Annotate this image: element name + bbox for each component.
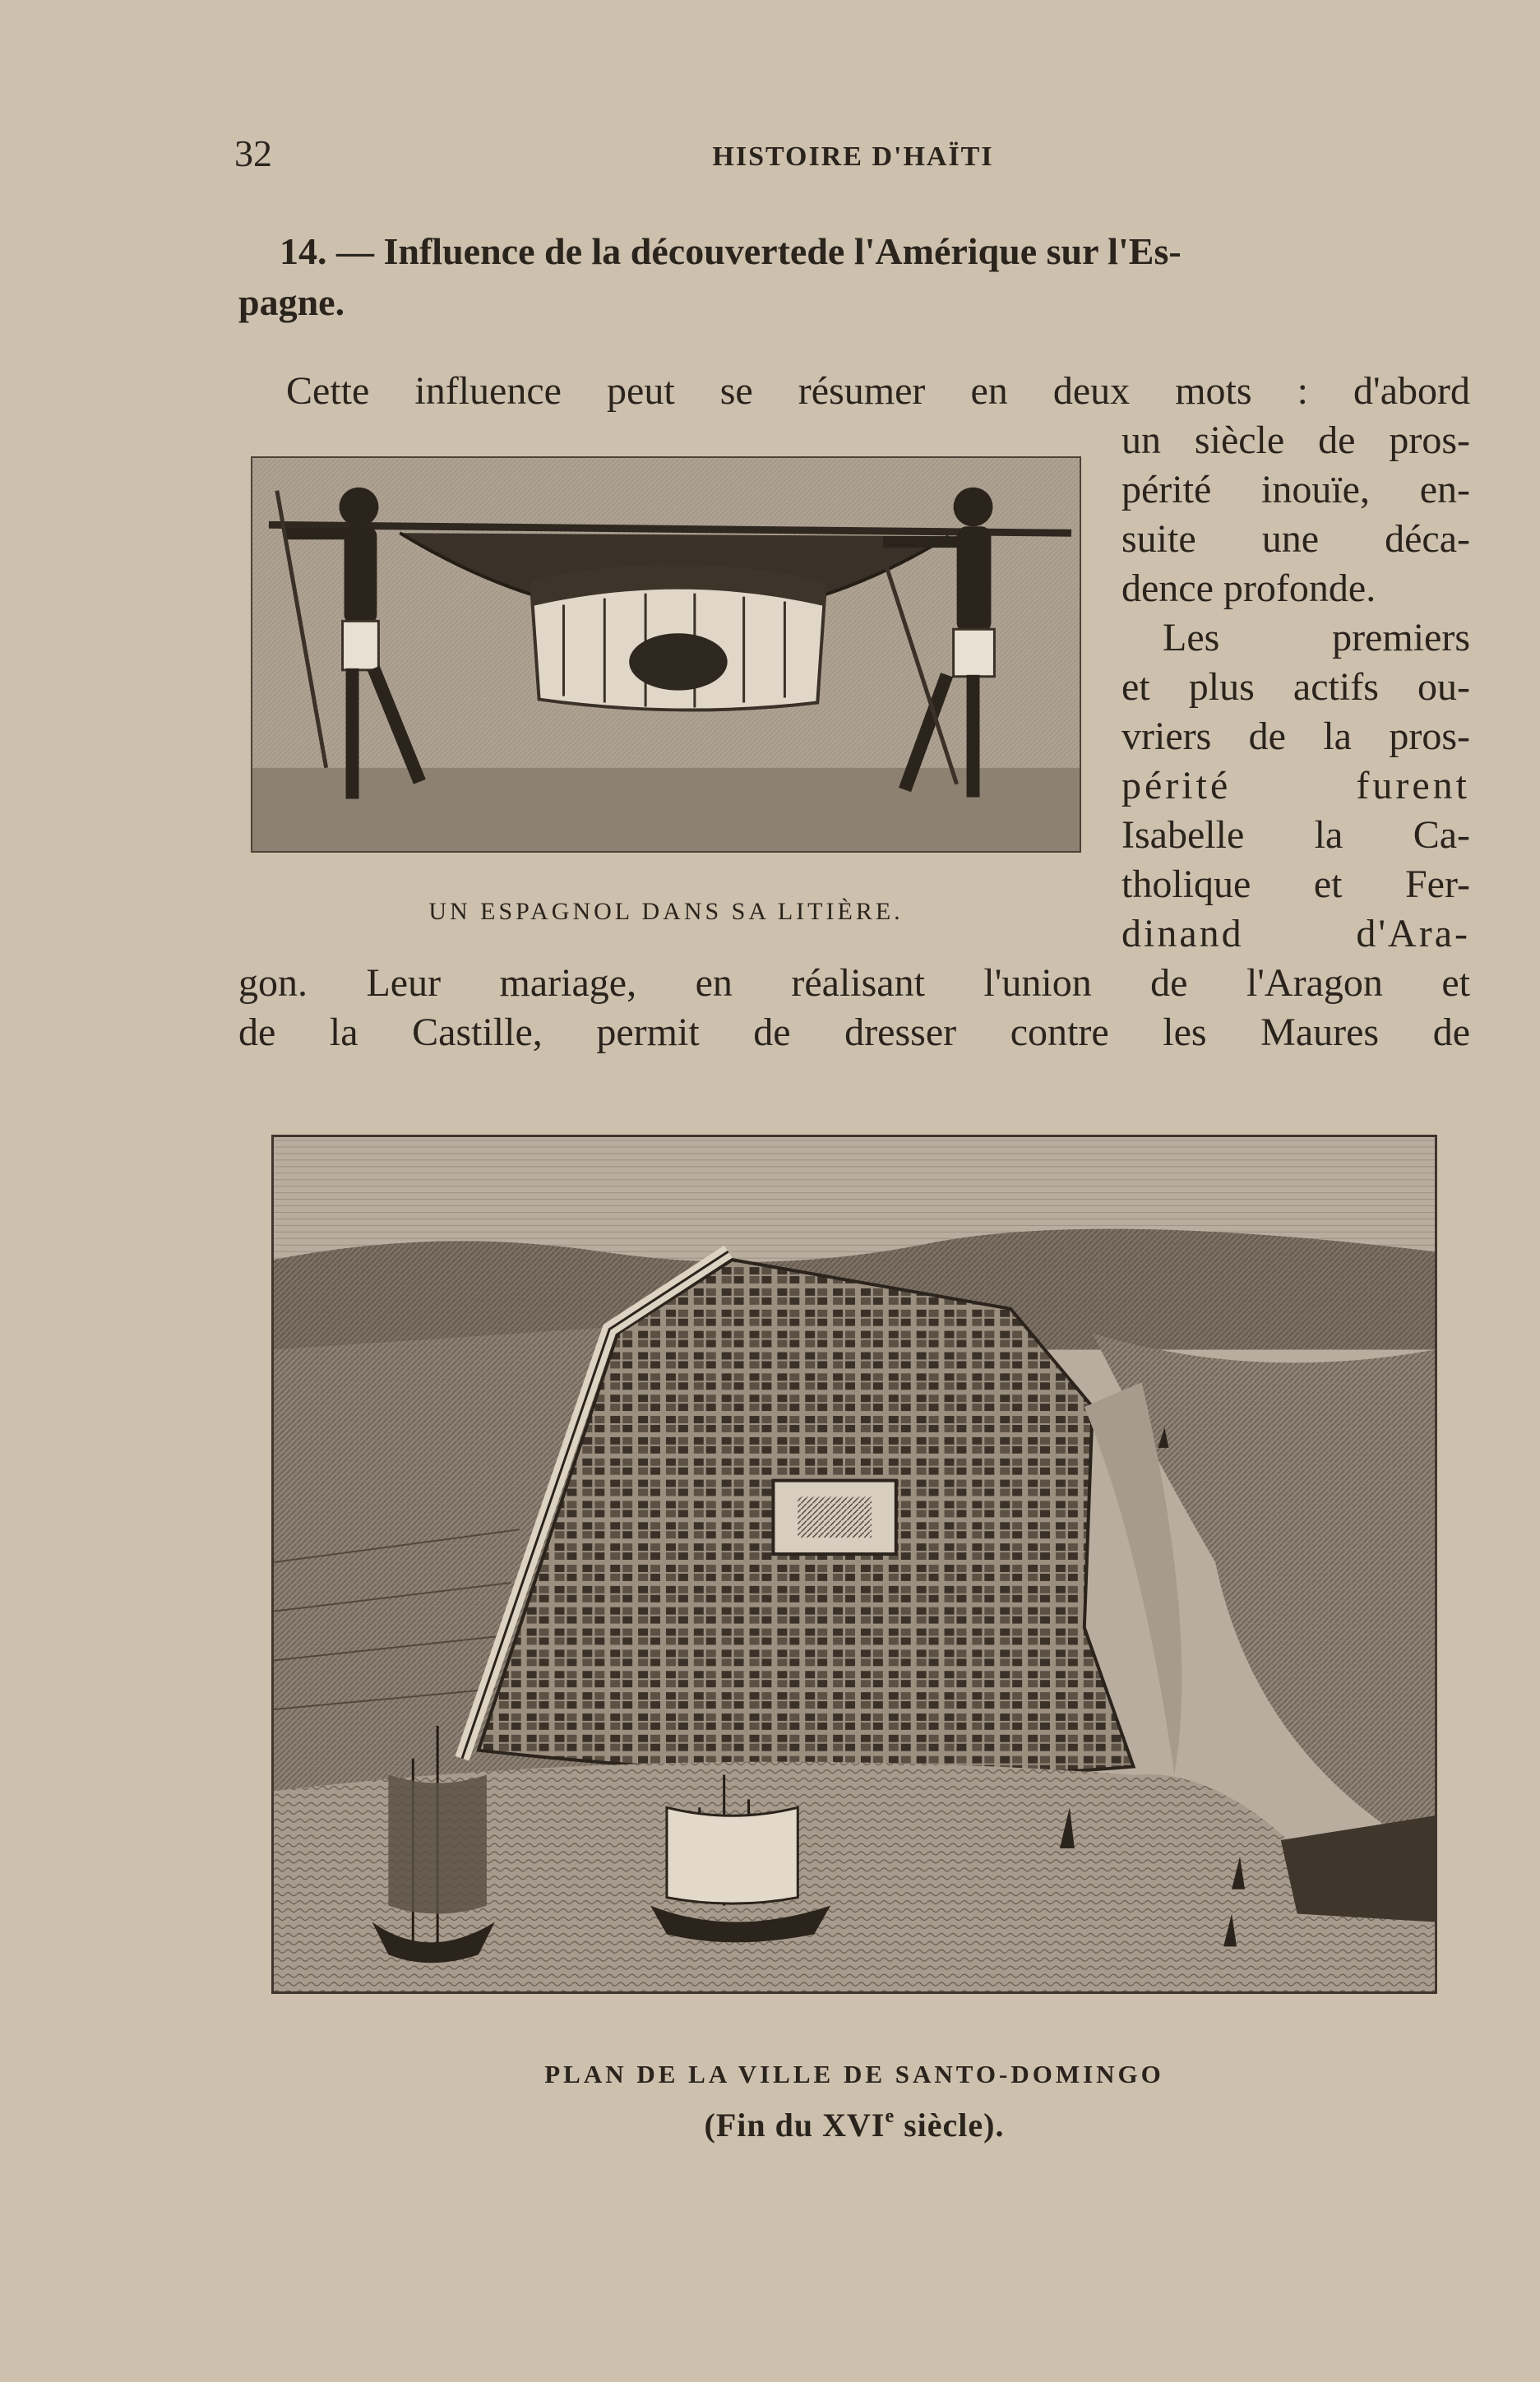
city-plan-caption-title: PLAN DE LA VILLE DE SANTO-DOMINGO [544,2060,1164,2088]
paragraph-line: périté furent [1121,764,1470,807]
paragraph-line: dence profonde. [1121,567,1376,610]
running-title: HISTOIRE D'HAÏTI [712,141,994,172]
running-head [234,132,1472,181]
paragraph-line: de la Castille, permit de dresser contre les Maures de [238,1011,1470,1054]
paragraph-line: tholique et Fer- [1121,863,1470,906]
section-heading [238,226,1476,328]
section-dash: — [336,230,374,272]
litter-illustration [252,458,1080,851]
litter-engraving [251,456,1081,853]
paragraph-line: un siècle de pros- [1121,419,1470,462]
section-title-line2: pagne. [238,281,345,323]
paragraph-line: Les premiers [1163,616,1470,659]
paragraph-line: Cette influence peut se résumer en deux mots : d'abord [286,369,1470,413]
paragraph-line: vriers de la pros- [1121,715,1470,758]
paragraph-line: suite une déca- [1121,517,1470,561]
paragraph-line: et plus actifs ou- [1121,665,1470,709]
caption-date-superscript: e [885,2106,895,2127]
page-number: 32 [234,132,272,174]
caption-date-prefix: (Fin du XVI [704,2106,886,2144]
santo-domingo-engraving [271,1135,1437,1994]
paragraph-line: dinand d'Ara- [1121,912,1470,955]
paragraph-line: périté inouïe, en- [1121,468,1470,511]
city-plan-illustration [274,1137,1435,1991]
city-plan-caption [271,2056,1437,2148]
paragraph-line: Isabelle la Ca- [1121,813,1470,857]
section-number: 14. [280,230,327,272]
caption-date-suffix: siècle). [895,2106,1005,2144]
city-plan-caption-date [271,2093,1437,2148]
paragraph-line: gon. Leur mariage, en réalisant l'union de l'Aragon et [238,961,1470,1005]
litter-caption: UN ESPAGNOL DANS SA LITIÈRE. [428,898,904,925]
section-title-line1: Influence de la découvertede l'Amérique sur l'Es- [383,230,1182,272]
